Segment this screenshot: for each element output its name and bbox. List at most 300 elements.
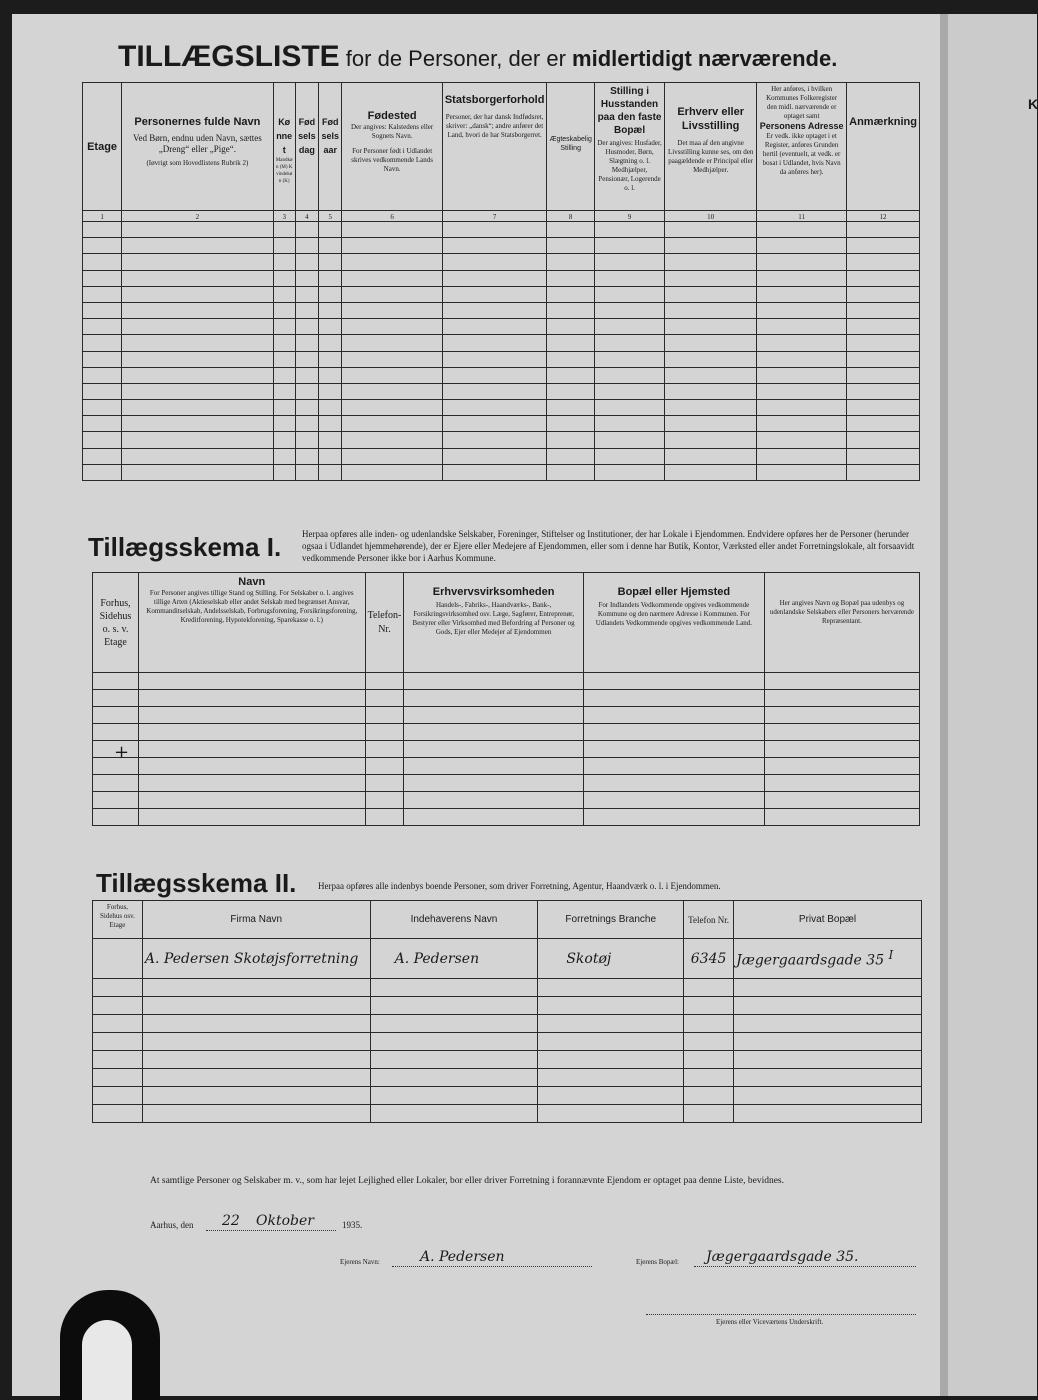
col-marital: Ægteskabelig Stilling	[547, 83, 594, 211]
table-cell	[684, 979, 734, 997]
table-cell	[295, 270, 318, 286]
table-cell	[83, 351, 122, 367]
table-cell	[404, 707, 584, 724]
table-cell	[757, 367, 847, 383]
adjacent-page: K	[948, 14, 1037, 1396]
place-label: Aarhus, den	[150, 1220, 194, 1230]
table-cell	[847, 351, 920, 367]
table-cell	[295, 464, 318, 480]
table-cell	[734, 997, 922, 1015]
table-cell	[442, 319, 547, 335]
table-cell	[764, 775, 919, 792]
table-cell	[142, 997, 370, 1015]
table-cell	[93, 775, 139, 792]
table-cell	[594, 222, 664, 238]
table-row	[93, 707, 920, 724]
table-cell	[122, 400, 274, 416]
table-cell	[83, 367, 122, 383]
table-cell	[295, 238, 318, 254]
table-cell	[319, 254, 342, 270]
table-cell	[404, 741, 584, 758]
table-cell	[295, 448, 318, 464]
table-cell	[757, 302, 847, 318]
table-cell	[547, 270, 594, 286]
table-cell	[547, 302, 594, 318]
table-cell	[847, 319, 920, 335]
table-cell	[273, 286, 295, 302]
schema1-header	[93, 573, 920, 673]
table-cell	[847, 367, 920, 383]
column-numbers: 1 2 3 4 5 6 7 8 9 10 11 12	[83, 211, 920, 222]
table-cell	[295, 400, 318, 416]
table-row	[83, 400, 920, 416]
table-cell	[442, 367, 547, 383]
s1-col-representative: Her angives Navn og Bopæl paa udenbys og udenlandske Selskabers eller Personers herværende Repræsentant.	[764, 573, 919, 673]
table-cell	[594, 254, 664, 270]
table-cell	[442, 238, 547, 254]
table-cell	[83, 302, 122, 318]
table-cell	[370, 979, 538, 997]
table-cell	[83, 254, 122, 270]
owner-name: A. Pedersen	[420, 1249, 505, 1265]
table-cell	[547, 464, 594, 480]
table-cell	[847, 432, 920, 448]
date-month: Oktober	[256, 1213, 314, 1229]
table-cell	[538, 1033, 684, 1051]
table-cell	[370, 1069, 538, 1087]
table-cell	[142, 1087, 370, 1105]
table-cell	[538, 1069, 684, 1087]
table-cell	[404, 758, 584, 775]
table-cell	[442, 254, 547, 270]
table-row	[93, 979, 922, 997]
table-cell	[365, 758, 404, 775]
table-cell	[295, 254, 318, 270]
table-row	[83, 286, 920, 302]
table-cell	[342, 432, 442, 448]
table-cell	[342, 238, 442, 254]
table-cell	[665, 238, 757, 254]
table-cell	[342, 302, 442, 318]
table-cell	[122, 286, 274, 302]
entry-address: Jægergaardsgade 35 $^I$	[734, 939, 922, 979]
table-cell	[273, 335, 295, 351]
table-cell	[665, 400, 757, 416]
table-cell	[547, 351, 594, 367]
table-cell	[319, 464, 342, 480]
table-cell	[757, 254, 847, 270]
table-cell	[665, 222, 757, 238]
s1-col-name: Navn For Personer angives tillige Stand og Stilling. For Selskaber o. l. angives tillige Arten (Aktieselskab eller andet Selskab med begrænset Ansvar, Kommanditselskab, Andelsselskab, Forbrugsforening, Forsikringsforening, Kreditforening, Hypotekforening, Sparekasse o. l.)	[138, 573, 365, 673]
table-row	[83, 302, 920, 318]
s2-col-owner: Indehaverens Navn	[370, 901, 538, 939]
table-cell	[365, 775, 404, 792]
date-day: 22	[222, 1213, 240, 1229]
col-citizenship: Statsborgerforhold Personer, der har dansk Indfødsret, skriver: „dansk“; andre anfører det Land, hvori de har Statsborgerret.	[442, 83, 547, 211]
table-row	[83, 222, 920, 238]
table-cell	[847, 335, 920, 351]
table-cell	[547, 238, 594, 254]
table-cell	[594, 367, 664, 383]
owner-address: Jægergaardsgade 35.	[706, 1249, 859, 1265]
table-row	[93, 997, 922, 1015]
table-cell	[442, 270, 547, 286]
table-cell	[295, 319, 318, 335]
table-cell	[342, 367, 442, 383]
table-cell	[295, 383, 318, 399]
table-cell	[757, 335, 847, 351]
table-cell	[319, 302, 342, 318]
table-cell	[547, 222, 594, 238]
table-cell	[594, 383, 664, 399]
entry-branch: Skotøj	[538, 939, 684, 979]
table-cell	[83, 286, 122, 302]
table-row	[83, 367, 920, 383]
table-cell	[342, 400, 442, 416]
table-cell	[273, 448, 295, 464]
table-cell	[847, 254, 920, 270]
table-cell	[547, 432, 594, 448]
table-cell	[594, 302, 664, 318]
table-cell	[442, 351, 547, 367]
schema2-header	[93, 901, 922, 939]
table-cell	[734, 1015, 922, 1033]
table-cell	[764, 809, 919, 826]
table-cell	[138, 707, 365, 724]
table-cell	[538, 1015, 684, 1033]
table-cell	[365, 792, 404, 809]
table-cell	[594, 464, 664, 480]
table-cell	[138, 724, 365, 741]
s2-col-branch: Forretnings Branche	[538, 901, 684, 939]
table-cell	[847, 464, 920, 480]
table-cell	[665, 335, 757, 351]
table-cell	[665, 416, 757, 432]
table-cell	[142, 1105, 370, 1123]
table-cell	[757, 400, 847, 416]
table-cell	[547, 319, 594, 335]
table-cell	[442, 464, 547, 480]
schema2-table	[92, 900, 922, 1123]
table-cell	[122, 351, 274, 367]
table-cell	[665, 302, 757, 318]
table-cell	[273, 400, 295, 416]
table-cell	[847, 270, 920, 286]
table-cell	[847, 286, 920, 302]
table-cell	[764, 707, 919, 724]
table-cell	[365, 809, 404, 826]
table-cell	[734, 1105, 922, 1123]
schema2-body	[93, 979, 922, 1123]
table-cell	[442, 400, 547, 416]
table-cell	[404, 775, 584, 792]
table-cell	[583, 792, 764, 809]
col-birthday: Fødselsdag	[295, 83, 318, 211]
table-cell	[583, 758, 764, 775]
table-cell	[734, 979, 922, 997]
table-cell	[295, 416, 318, 432]
table-cell	[757, 448, 847, 464]
table-row	[93, 809, 920, 826]
main-table-header	[83, 83, 920, 211]
table-row	[93, 1015, 922, 1033]
table-cell	[83, 432, 122, 448]
table-cell	[342, 416, 442, 432]
table-cell	[734, 1069, 922, 1087]
table-cell	[594, 351, 664, 367]
table-cell	[93, 792, 139, 809]
table-cell	[295, 302, 318, 318]
col-household: Stilling i Husstanden paa den faste Bopæl Der angives: Husfader, Husmoder, Børn, Slægtning o. l. Medhjælper, Pensionær, Logerende o. l.	[594, 83, 664, 211]
table-cell	[342, 222, 442, 238]
table-cell	[538, 979, 684, 997]
table-cell	[665, 254, 757, 270]
table-cell	[538, 1051, 684, 1069]
table-cell	[295, 335, 318, 351]
schema1-description: Herpaa opføres alle inden- og udenlandske Selskaber, Foreninger, Stiftelser og Institutioner, der har Lokale i Ejendommen. Endvidere opføres her de Personer (herunder ogsaa i Udlandet hjemmehørende), der er Ejere eller Medejere af Ejendommen, eller som i denne har Butik, Kontor, Værksted eller andet Forretningslokale, alt forsaavidt vedkommende Personer ikke bor i Aarhus Kommune.	[302, 529, 915, 563]
table-cell	[847, 448, 920, 464]
table-cell	[142, 979, 370, 997]
table-cell	[665, 270, 757, 286]
s2-col-etage: Forhus, Sidehus osv. Etage	[93, 901, 143, 939]
table-row	[93, 690, 920, 707]
table-cell	[764, 673, 919, 690]
table-cell	[764, 741, 919, 758]
table-cell	[665, 383, 757, 399]
table-cell	[122, 448, 274, 464]
table-cell	[404, 809, 584, 826]
table-cell	[547, 383, 594, 399]
table-cell	[594, 319, 664, 335]
table-cell	[93, 1105, 143, 1123]
table-cell	[83, 448, 122, 464]
table-cell	[295, 432, 318, 448]
table-row	[93, 1051, 922, 1069]
table-cell	[757, 286, 847, 302]
table-row	[93, 673, 920, 690]
table-cell	[93, 673, 139, 690]
table-cell	[594, 416, 664, 432]
table-cell	[757, 238, 847, 254]
owner-address-label: Ejerens Bopæl:	[636, 1258, 679, 1266]
table-cell	[122, 416, 274, 432]
table-cell	[93, 690, 139, 707]
table-cell	[319, 319, 342, 335]
schema2-description: Herpaa opføres alle indenbys boende Personer, som driver Forretning, Agentur, Haandværk o. l. i Ejendommen.	[318, 881, 721, 891]
table-cell	[342, 464, 442, 480]
table-cell	[83, 335, 122, 351]
table-cell	[757, 222, 847, 238]
table-cell	[93, 707, 139, 724]
table-row	[83, 383, 920, 399]
attestation-statement: At samtlige Personer og Selskaber m. v., som har lejet Lejlighed eller Lokaler, bor eller driver Forretning i forannævnte Ejendom er optaget paa denne Liste, bevidnes.	[150, 1176, 784, 1186]
table-cell	[295, 222, 318, 238]
table-cell	[83, 238, 122, 254]
col-sex: Kønnet Mandkøn (M) Kvindekøn (K)	[273, 83, 295, 211]
table-cell	[273, 254, 295, 270]
table-cell	[594, 270, 664, 286]
table-cell	[342, 319, 442, 335]
table-cell	[538, 1087, 684, 1105]
table-cell	[122, 270, 274, 286]
table-cell	[538, 997, 684, 1015]
table-cell	[665, 432, 757, 448]
table-cell	[342, 383, 442, 399]
entry-firm: A. Pedersen Skotøjsforretning	[142, 939, 370, 979]
table-cell	[404, 673, 584, 690]
table-cell	[684, 1069, 734, 1087]
table-cell	[684, 1051, 734, 1069]
table-cell	[319, 416, 342, 432]
table-row	[93, 741, 920, 758]
table-cell	[764, 690, 919, 707]
entry-etage	[93, 939, 143, 979]
table-cell	[365, 741, 404, 758]
table-cell	[538, 1105, 684, 1123]
table-cell	[319, 335, 342, 351]
col-occupation: Erhverv eller Livsstilling Det maa af den angivne Livsstilling kunne ses, om den paagældende er Principal eller Medhjælper.	[665, 83, 757, 211]
table-row	[83, 254, 920, 270]
table-cell	[93, 1069, 143, 1087]
main-table	[82, 82, 920, 481]
table-cell	[273, 383, 295, 399]
table-cell	[583, 707, 764, 724]
s1-col-residence: Bopæl eller Hjemsted For Indlandets Vedkommende opgives vedkommende Kommune og den nærmere Adresse i Kommunen. For Udlandets Vedkommende opgives vedkommende Land.	[583, 573, 764, 673]
table-cell	[273, 464, 295, 480]
table-cell	[583, 809, 764, 826]
table-cell	[684, 1033, 734, 1051]
table-cell	[442, 222, 547, 238]
table-cell	[665, 286, 757, 302]
table-cell	[583, 673, 764, 690]
handwritten-mark: +	[114, 742, 130, 763]
table-row	[93, 1105, 922, 1123]
table-row	[83, 432, 920, 448]
table-cell	[122, 367, 274, 383]
table-cell	[273, 367, 295, 383]
table-cell	[93, 997, 143, 1015]
table-cell	[847, 383, 920, 399]
table-cell	[734, 1033, 922, 1051]
form-title: TILLÆGSLISTE for de Personer, der er midlertidigt nærværende.	[118, 40, 838, 73]
table-cell	[138, 758, 365, 775]
table-cell	[583, 741, 764, 758]
table-cell	[757, 351, 847, 367]
table-cell	[93, 979, 143, 997]
table-cell	[442, 302, 547, 318]
entry-phone: 6345	[684, 939, 734, 979]
table-cell	[365, 707, 404, 724]
table-cell	[547, 448, 594, 464]
table-row	[83, 335, 920, 351]
main-table-body	[83, 222, 920, 481]
table-cell	[684, 997, 734, 1015]
table-cell	[138, 741, 365, 758]
table-cell	[370, 1105, 538, 1123]
table-cell	[594, 400, 664, 416]
table-cell	[734, 1051, 922, 1069]
table-cell	[122, 319, 274, 335]
table-cell	[342, 448, 442, 464]
table-cell	[342, 270, 442, 286]
table-cell	[847, 400, 920, 416]
table-cell	[764, 724, 919, 741]
table-cell	[319, 286, 342, 302]
table-row	[83, 270, 920, 286]
table-cell	[442, 286, 547, 302]
table-cell	[273, 432, 295, 448]
table-cell	[757, 383, 847, 399]
table-cell	[93, 1015, 143, 1033]
table-cell	[757, 319, 847, 335]
table-cell	[547, 416, 594, 432]
table-cell	[122, 335, 274, 351]
table-cell	[365, 690, 404, 707]
table-cell	[665, 351, 757, 367]
table-cell	[273, 416, 295, 432]
table-cell	[547, 400, 594, 416]
table-cell	[370, 1033, 538, 1051]
s1-col-phone: Telefon-Nr.	[365, 573, 404, 673]
table-cell	[404, 724, 584, 741]
schema1-heading: Tillægsskema I.	[88, 532, 282, 562]
table-cell	[93, 1051, 143, 1069]
schema1-body	[93, 673, 920, 826]
table-row	[93, 1087, 922, 1105]
table-cell	[142, 1015, 370, 1033]
table-cell	[684, 1015, 734, 1033]
table-cell	[319, 448, 342, 464]
table-cell	[665, 367, 757, 383]
table-cell	[273, 270, 295, 286]
table-row	[83, 416, 920, 432]
table-cell	[442, 335, 547, 351]
table-cell	[122, 254, 274, 270]
s1-col-etage: Forhus, Sidehus o. s. v. Etage	[93, 573, 139, 673]
table-row	[83, 448, 920, 464]
page-fold	[940, 14, 948, 1396]
table-cell	[295, 367, 318, 383]
table-cell	[757, 270, 847, 286]
table-cell	[319, 367, 342, 383]
table-cell	[594, 432, 664, 448]
table-cell	[847, 416, 920, 432]
table-cell	[370, 1051, 538, 1069]
table-row	[83, 319, 920, 335]
col-remarks: Anmærkning	[847, 83, 920, 211]
table-cell	[273, 319, 295, 335]
table-cell	[93, 724, 139, 741]
table-cell	[665, 464, 757, 480]
table-cell	[319, 351, 342, 367]
table-cell	[319, 238, 342, 254]
table-cell	[122, 464, 274, 480]
signature-label: Ejerens eller Viceværtens Underskrift.	[716, 1318, 824, 1326]
table-cell	[583, 724, 764, 741]
table-cell	[273, 302, 295, 318]
date-year: 1935.	[342, 1220, 363, 1230]
table-cell	[83, 319, 122, 335]
entry-address-floor: I	[888, 948, 894, 963]
table-cell	[273, 238, 295, 254]
table-cell	[342, 254, 442, 270]
s2-col-address: Privat Bopæl	[734, 901, 922, 939]
table-cell	[319, 222, 342, 238]
table-cell	[122, 222, 274, 238]
table-cell	[583, 690, 764, 707]
table-cell	[547, 367, 594, 383]
table-cell	[442, 448, 547, 464]
